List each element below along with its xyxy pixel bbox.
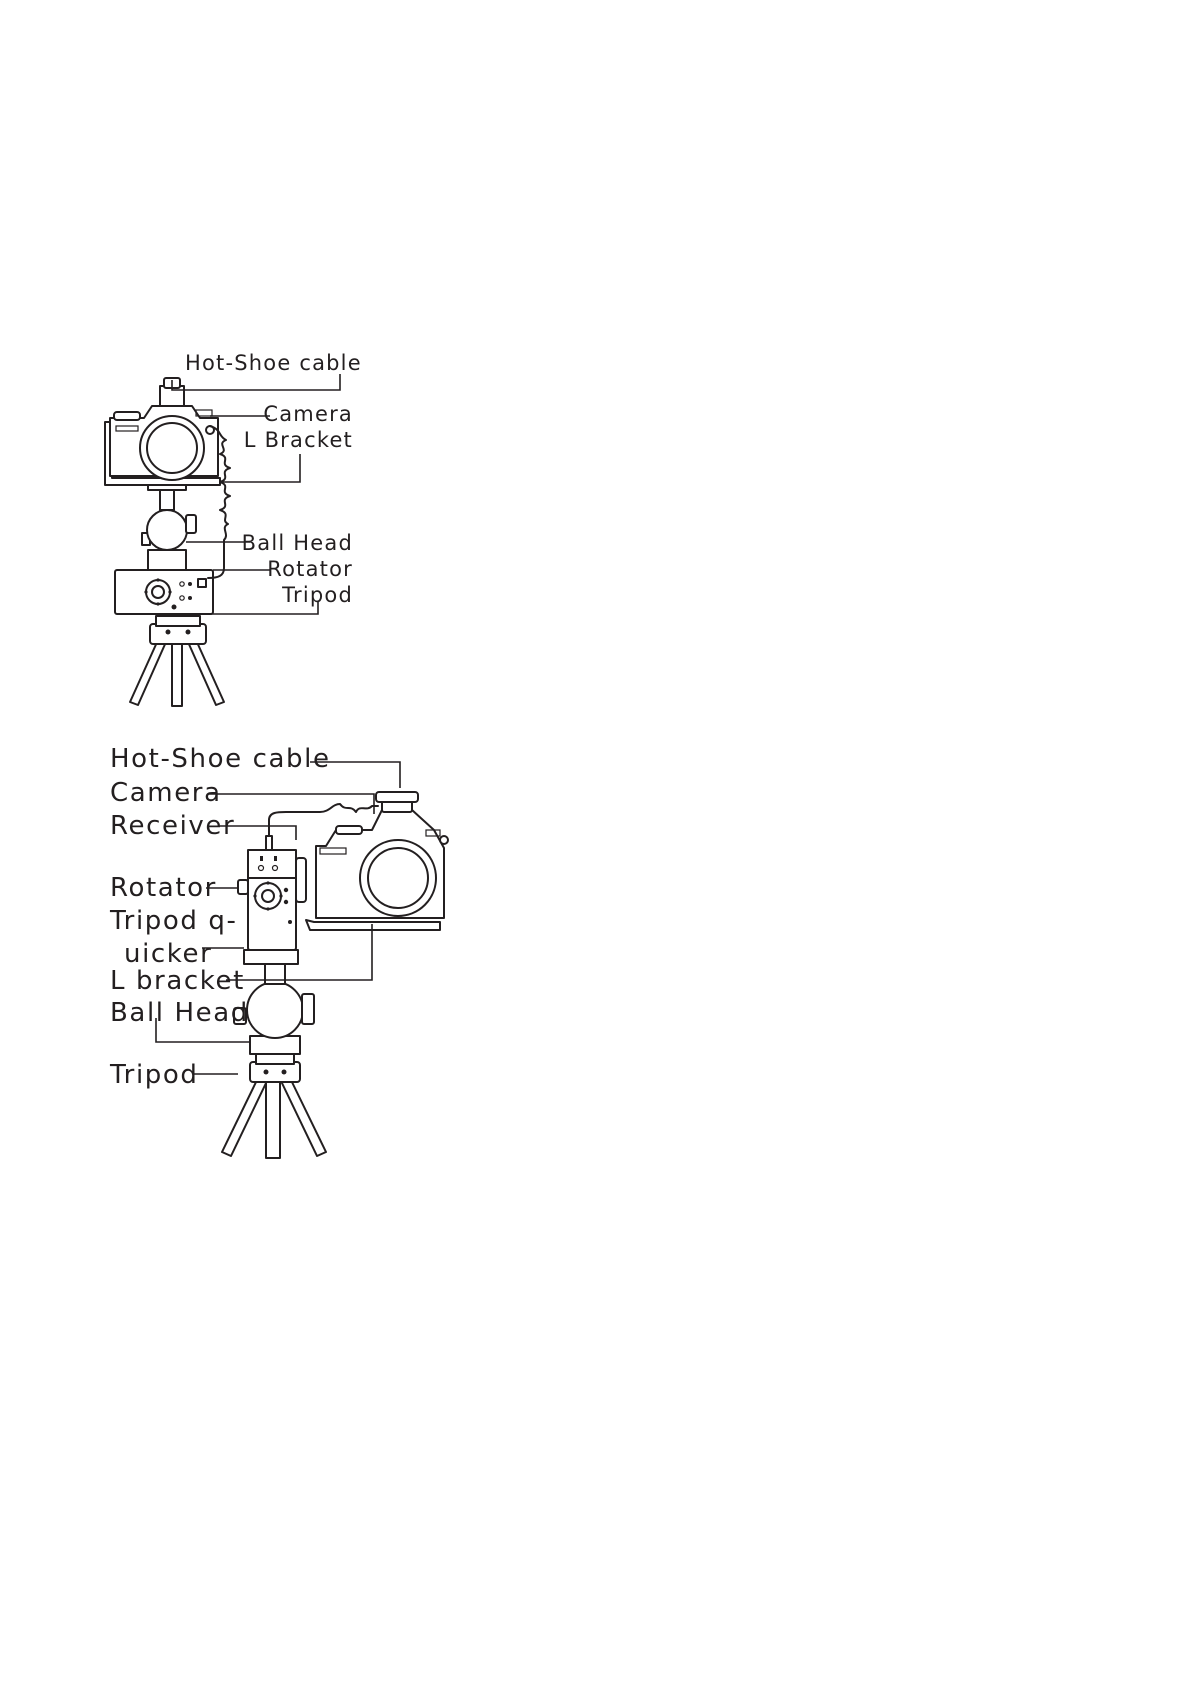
label-l-bracket: L bracket xyxy=(110,966,245,996)
rotator-drawing xyxy=(115,570,213,614)
label-receiver: Receiver xyxy=(110,811,236,841)
label-hot-shoe-cable: Hot-Shoe cable xyxy=(110,744,331,774)
label-hot-shoe-cable: Hot-Shoe cable xyxy=(185,351,362,375)
label-ball-head: Ball Head xyxy=(241,531,353,555)
tripod-quicker-drawing xyxy=(244,950,298,964)
label-tripod: Tripod xyxy=(110,1060,199,1090)
label-tripod-quicker-line2: uicker xyxy=(124,939,213,969)
label-rotator: Rotator xyxy=(267,557,353,581)
label-tripod: Tripod xyxy=(282,583,353,607)
label-rotator: Rotator xyxy=(110,873,217,903)
tripod-drawing xyxy=(130,616,224,706)
label-ball-head: Ball Head xyxy=(110,998,249,1028)
camera-drawing xyxy=(105,378,220,485)
setup-diagram-horizontal xyxy=(100,351,400,715)
ball-head-drawing xyxy=(142,482,196,570)
camera-drawing xyxy=(306,792,448,930)
label-tripod-quicker-line1: Tripod q- xyxy=(110,906,238,936)
label-camera: Camera xyxy=(263,402,353,426)
label-l-bracket: L Bracket xyxy=(243,428,353,452)
tripod-drawing xyxy=(222,1054,326,1158)
label-camera: Camera xyxy=(110,778,222,808)
setup-diagram-vertical xyxy=(110,744,510,1220)
